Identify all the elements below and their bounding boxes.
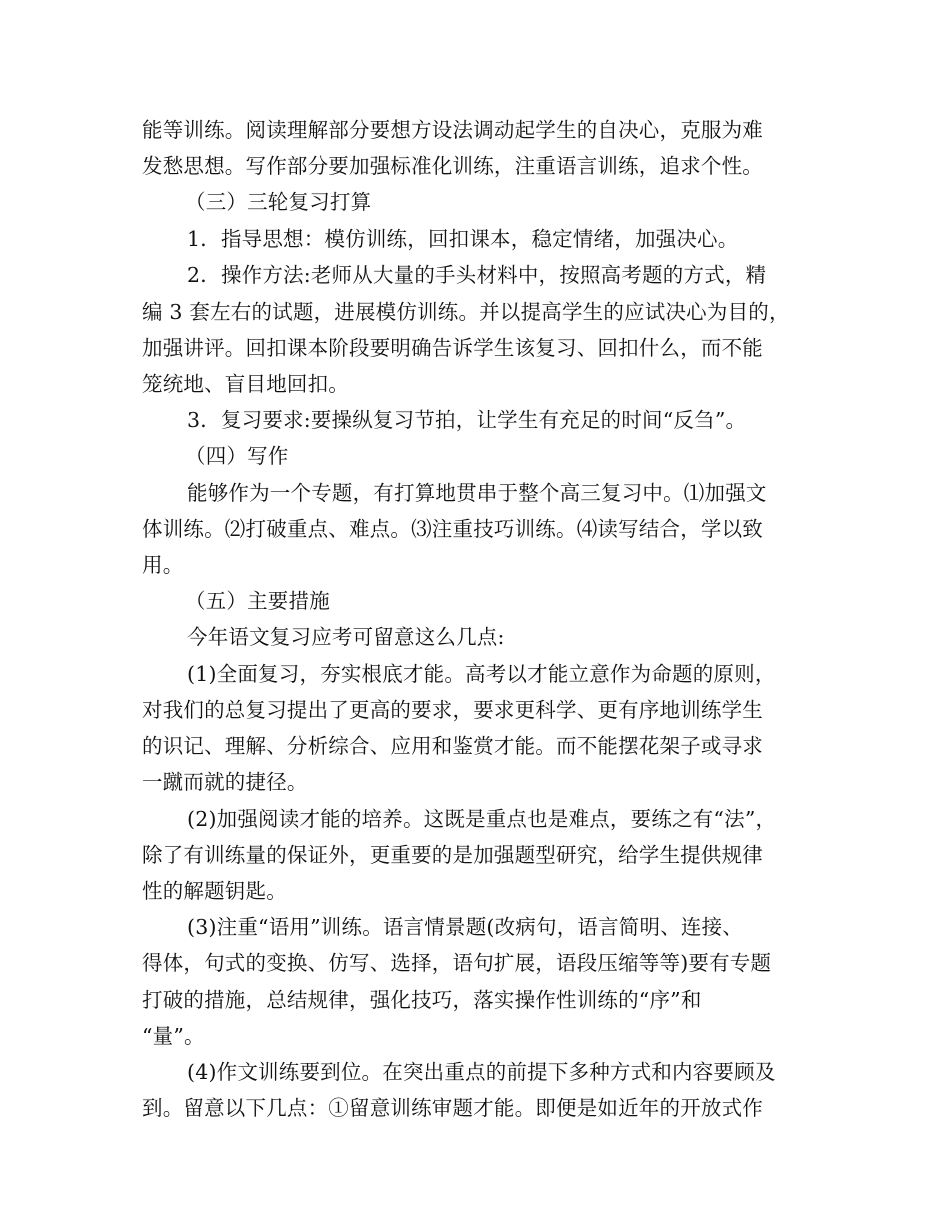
text-line: 打破的措施，总结规律，强化技巧，落实操作性训练的“序”和 <box>142 988 702 1012</box>
section-heading-3: （三）三轮复习打算 <box>185 190 372 214</box>
text-line: 加强讲评。回扣课本阶段要明确告诉学生该复习、回扣什么，而不能 <box>142 336 763 360</box>
text-line: (4)作文训练要到位。在突出重点的前提下多种方式和内容要顾及 <box>187 1060 776 1084</box>
text-line: 能等训练。阅读理解部分要想方设法调动起学生的自决心，克服为难 <box>142 118 763 142</box>
text-line: 2．操作方法:老师从大量的手头材料中，按照高考题的方式，精 <box>187 263 767 287</box>
text-line: (3)注重“语用”训练。语言情景题(改病句，语言简明、连接、 <box>187 915 743 939</box>
text-line: (2)加强阅读才能的培养。这既是重点也是难点，要练之有“法”， <box>187 807 777 831</box>
text-line: 得体，句式的变换、仿写、选择，语句扩展，语段压缩等等)要有专题 <box>142 951 772 975</box>
text-line: 体训练。⑵打破重点、难点。⑶注重技巧训练。⑷读写结合，学以致 <box>142 517 763 541</box>
text-line: 发愁思想。写作部分要加强标准化训练，注重语言训练，追求个性。 <box>142 154 763 178</box>
text-line: 性的解题钥匙。 <box>142 879 287 903</box>
text-line: (1)全面复习，夯实根底才能。高考以才能立意作为命题的原则， <box>187 662 776 686</box>
text-line: 除了有训练量的保证外，更重要的是加强题型研究，给学生提供规律 <box>142 843 763 867</box>
text-line: 对我们的总复习提出了更高的要求，要求更科学、更有序地训练学生 <box>142 698 763 722</box>
text-line: 3．复习要求:要操纵复习节拍，让学生有充足的时间“反刍”。 <box>187 408 747 432</box>
text-line: 1．指导思想：模仿训练，回扣课本，稳定情绪，加强决心。 <box>187 227 739 251</box>
text-line: 编 3 套左右的试题，进展模仿训练。并以提高学生的应试决心为目的， <box>142 300 790 324</box>
text-line: “量”。 <box>142 1024 205 1048</box>
text-line: 能够作为一个专题，有打算地贯串于整个高三复习中。⑴加强文 <box>187 481 767 505</box>
text-line: 的识记、理解、分析综合、应用和鉴赏才能。而不能摆花架子或寻求 <box>142 734 763 758</box>
text-line: 一蹴而就的捷径。 <box>142 770 308 794</box>
section-heading-4: （四）写作 <box>185 444 289 468</box>
text-line: 今年语文复习应考可留意这么几点: <box>187 625 505 649</box>
text-line: 笼统地、盲目地回扣。 <box>142 372 349 396</box>
text-line: 用。 <box>142 553 184 577</box>
section-heading-5: （五）主要措施 <box>185 589 330 613</box>
text-line: 到。留意以下几点：①留意训练审题才能。即便是如近年的开放式作 <box>142 1096 763 1120</box>
